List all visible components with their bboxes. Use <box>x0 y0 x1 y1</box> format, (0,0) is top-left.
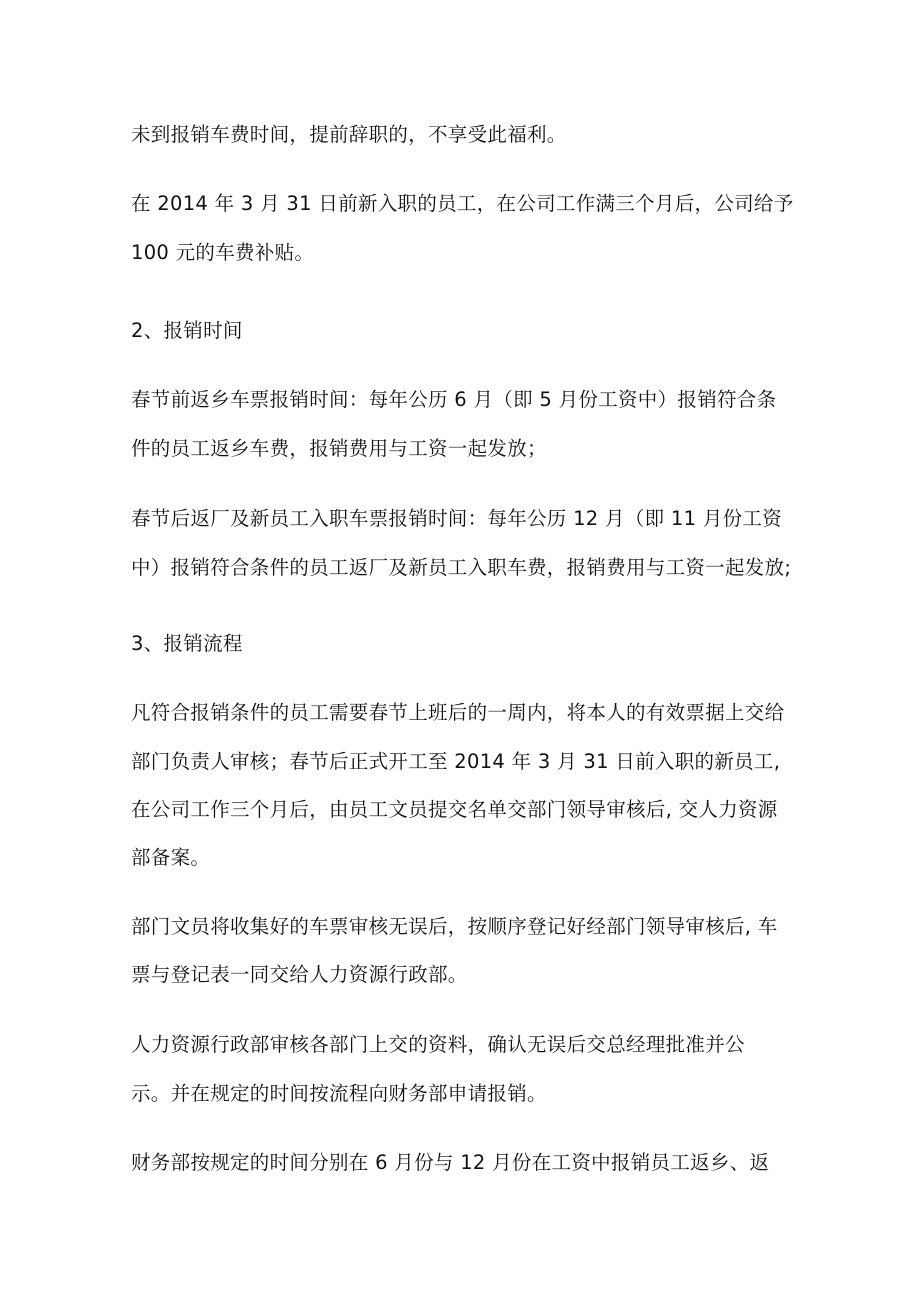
text-line: 财务部按规定的时间分别在 6 月份与 12 月份在工资中报销员工返乡、返 <box>131 1151 770 1174</box>
text-line: 100 元的车费补贴。 <box>131 241 315 264</box>
text-line: 春节前返乡车票报销时间：每年公历 6 月（即 5 月份工资中）报销符合条 <box>131 388 777 411</box>
section-heading: 3、报销流程 <box>131 632 243 655</box>
text-line: 部备案。 <box>131 846 211 869</box>
text-line: 未到报销车费时间，提前辞职的，不享受此福利。 <box>131 123 567 146</box>
text-line: 人力资源行政部审核各部门上交的资料，确认无误后交总经理批准并公 <box>131 1033 745 1056</box>
text-line: 在公司工作三个月后，由员工文员提交名单交部门领导审核后, 交人力资源 <box>131 798 778 821</box>
text-line: 件的员工返乡车费，报销费用与工资一起发放； <box>131 437 547 460</box>
text-line: 部门文员将收集好的车票审核无误后，按顺序登记好经部门领导审核后, 车 <box>131 915 778 938</box>
text-line: 部门负责人审核；春节后正式开工至 2014 年 3 月 31 日前入职的新员工, <box>131 750 781 773</box>
text-line: 春节后返厂及新员工入职车票报销时间：每年公历 12 月（即 11 月份工资 <box>131 507 783 530</box>
text-line: 票与登记表一同交给人力资源行政部。 <box>131 963 468 986</box>
text-line: 凡符合报销条件的员工需要春节上班后的一周内，将本人的有效票据上交给 <box>131 701 785 724</box>
text-line: 示。并在规定的时间按流程向财务部申请报销。 <box>131 1082 547 1105</box>
text-line: 中）报销符合条件的员工返厂及新员工入职车费，报销费用与工资一起发放; <box>131 556 792 579</box>
text-line: 在 2014 年 3 月 31 日前新入职的员工，在公司工作满三个月后，公司给予 <box>131 192 794 215</box>
section-heading: 2、报销时间 <box>131 319 243 342</box>
